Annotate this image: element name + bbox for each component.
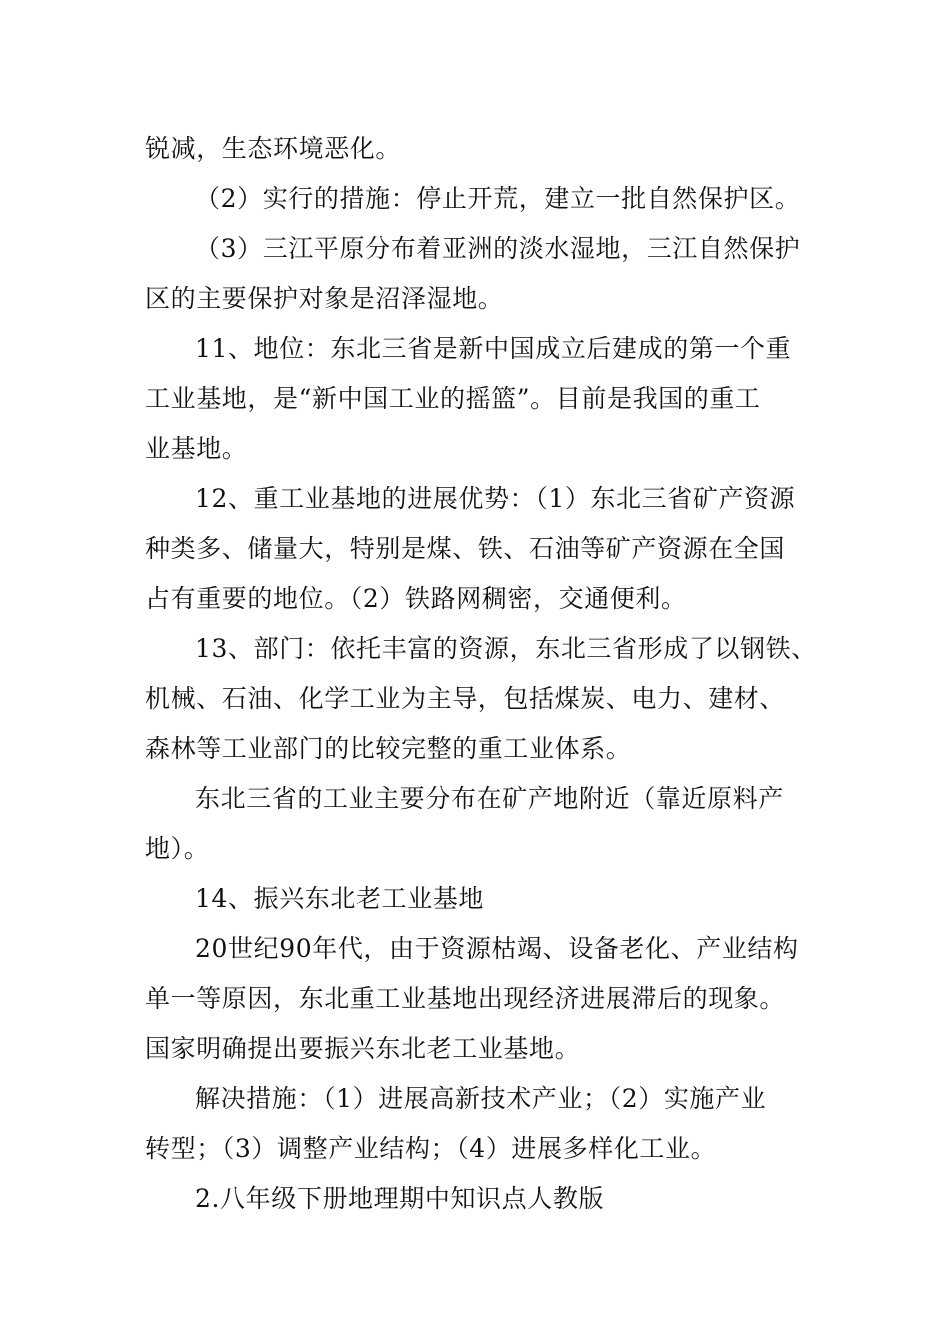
text-line: 种类多、储量大，特别是煤、铁、石油等矿产资源在全国: [145, 534, 786, 563]
text-line: 国家明确提出要振兴东北老工业基地。: [145, 1034, 581, 1063]
text-line: 锐减，生态环境恶化。: [145, 134, 402, 163]
text-line: 区的主要保护对象是沼泽湿地。: [145, 284, 504, 313]
text-line: 12、重工业基地的进展优势：（1）东北三省矿产资源: [195, 484, 796, 513]
text-line: （2）实行的措施：停止开荒，建立一批自然保护区。: [195, 184, 801, 213]
text-line: 解决措施：（1）进展高新技术产业；（2）实施产业: [195, 1084, 767, 1113]
text-line: 14、振兴东北老工业基地: [195, 884, 485, 913]
text-line: 机械、石油、化学工业为主导，包括煤炭、电力、建材、: [145, 684, 786, 713]
text-line: 20世纪90年代，由于资源枯竭、设备老化、产业结构: [195, 934, 799, 963]
text-line: 地）。: [145, 834, 210, 863]
text-line: 东北三省的工业主要分布在矿产地附近（靠近原料产: [195, 784, 784, 813]
text-line: 业基地。: [145, 434, 248, 463]
text-line: 转型；（3）调整产业结构；（4）进展多样化工业。: [145, 1134, 717, 1163]
text-line: 2.八年级下册地理期中知识点人教版: [195, 1184, 605, 1213]
text-line: 单一等原因，东北重工业基地出现经济进展滞后的现象。: [145, 984, 786, 1013]
text-line: 11、地位：东北三省是新中国成立后建成的第一个重: [195, 334, 792, 363]
text-line: 工业基地，是“新中国工业的摇篮”。目前是我国的重工: [145, 384, 761, 413]
text-line: （3）三江平原分布着亚洲的淡水湿地，三江自然保护: [195, 234, 801, 263]
text-line: 占有重要的地位。（2）铁路网稠密，交通便利。: [145, 584, 687, 613]
text-line: 13、部门：依托丰富的资源，东北三省形成了以钢铁、: [195, 634, 817, 663]
text-line: 森林等工业部门的比较完整的重工业体系。: [145, 734, 632, 763]
